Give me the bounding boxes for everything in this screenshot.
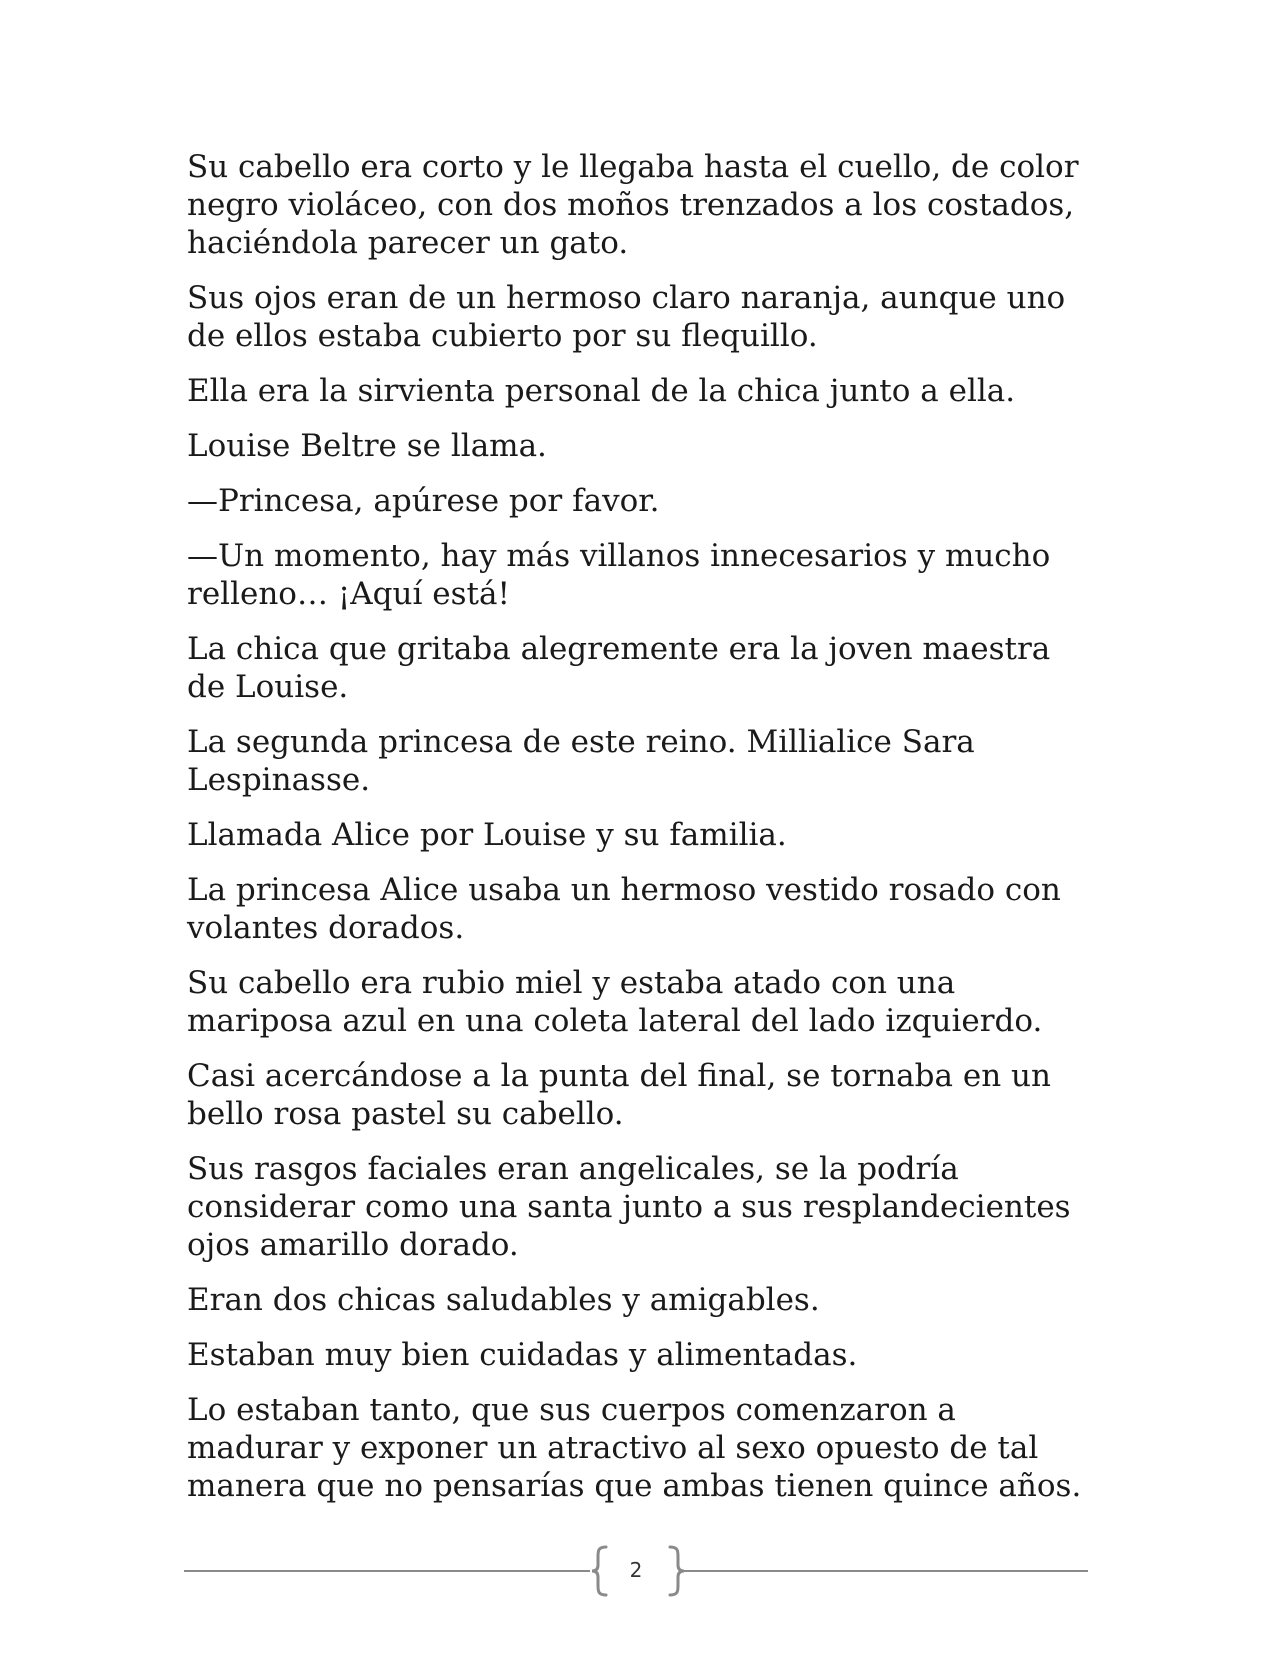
paragraph: Estaban muy bien cuidadas y alimentadas. xyxy=(187,1337,858,1373)
paragraph: Ella era la sirvienta personal de la chica junto a ella. xyxy=(187,373,1016,409)
paragraph: Llamada Alice por Louise y su familia. xyxy=(187,817,787,853)
paragraph: Sus rasgos faciales eran angelicales, se la podría considerar como una santa junto a sus resplandecientes ojos amarillo dorado. xyxy=(187,1151,1071,1263)
footer-rule-right xyxy=(682,1570,1088,1572)
page-number: 2 xyxy=(629,1558,643,1582)
paragraph: Lo estaban tanto, que sus cuerpos comenzaron a madurar y exponer un atractivo al sexo opuesto de tal manera que no pensarías que ambas tienen quince años. xyxy=(187,1392,1082,1504)
paragraph: Su cabello era corto y le llegaba hasta el cuello, de color negro violáceo, con dos moños trenzados a los costados, haciéndola parecer un gato. xyxy=(187,149,1079,261)
paragraph: Louise Beltre se llama. xyxy=(187,428,547,464)
page-footer xyxy=(184,1545,1088,1597)
dialogue-line: —Princesa, apúrese por favor. xyxy=(187,483,660,519)
paragraph: Casi acercándose a la punta del final, se tornaba en un bello rosa pastel su cabello. xyxy=(187,1058,1051,1132)
footer-rule-left xyxy=(184,1570,590,1572)
paragraph: La segunda princesa de este reino. Millialice Sara Lespinasse. xyxy=(187,724,975,798)
paragraph: La princesa Alice usaba un hermoso vestido rosado con volantes dorados. xyxy=(187,872,1061,946)
paragraph: Eran dos chicas saludables y amigables. xyxy=(187,1282,820,1318)
dialogue-line: —Un momento, hay más villanos innecesarios y mucho relleno… ¡Aquí está! xyxy=(187,538,1051,612)
page-text xyxy=(187,148,1087,1522)
paragraph: Sus ojos eran de un hermoso claro naranja, aunque uno de ellos estaba cubierto por su flequillo. xyxy=(187,280,1066,354)
paragraph: Su cabello era rubio miel y estaba atado con una mariposa azul en una coleta lateral del lado izquierdo. xyxy=(187,965,1043,1039)
paragraph: La chica que gritaba alegremente era la joven maestra de Louise. xyxy=(187,631,1051,705)
